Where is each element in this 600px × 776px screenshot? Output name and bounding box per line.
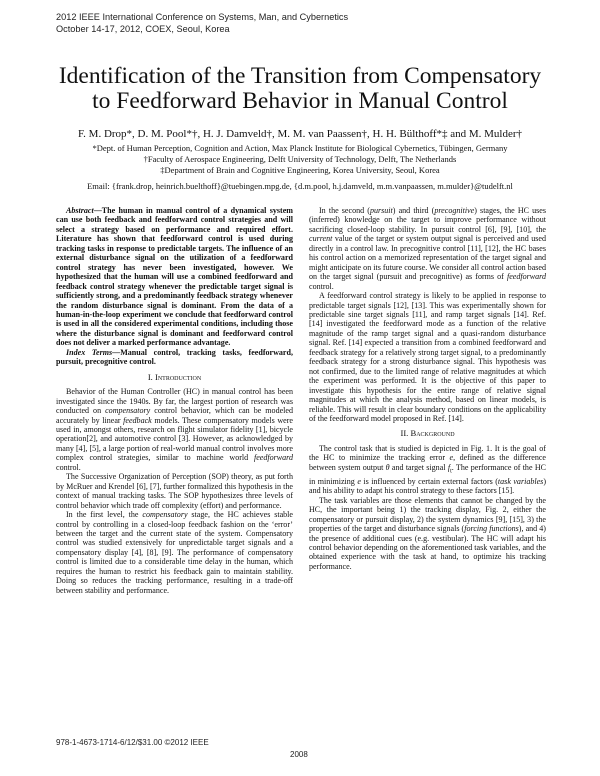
section-heading-introduction: I. Introduction: [147, 371, 202, 382]
affiliation-3: ‡Department of Brain and Cognitive Engineering, Korea University, Seoul, Korea: [160, 165, 440, 175]
affiliation-2: †Faculty of Aerospace Engineering, Delft University of Technology, Delft, The Netherlands: [143, 154, 457, 164]
page-number: 2008: [290, 750, 308, 759]
intro-paragraph-5: A feedforward control strategy is likely to be applied in response to predictable target signals [12], [13]. This was experimentally shown for predictable sine target signals [11], and ramp target signals [14]. Ref. [14] investigated the feedforward mode as a function of the relative magnitude of the ramp target signal and a quasi-random disturbance signal. Ref. [14] expected a transition from a combined feedforward and feedback strategy for a relatively strong target signal, to a predominantly feedback strategy for a strong disturbance signal. This hypothesis was not confirmed, due to the limited range of relative magnitudes at which the experiment was performed. It is the objective of this paper to investigate this hypothesis for the entire range of relative signal magnitudes at which the analysis method, based on linear models, is reliable. This will result in clear boundary conditions on the applicability of the feedforward model proposed in Ref. [14].: [309, 291, 546, 423]
author-list: F. M. Drop*, D. M. Pool*†, H. J. Damveld†, M. M. van Paassen†, H. H. Bülthoff*‡ and M. Mulder†: [77, 128, 523, 140]
left-column: [56, 206, 293, 595]
background-paragraph-2: The task variables are those elements that cannot be changed by the HC, the important being 1) the tracking display, Fig. 2, either the compensatory or pursuit display, 2) the system dynamics [9], [15], 3) the properties of the target and disturbance signals (forcing functions), and 4) the presence of additional cues (e.g. vestibular). The HC will adapt his control behavior depending on the aforementioned task variables, and the obtained experience with the task at hand, to optimize his tracking performance.: [309, 495, 546, 571]
title-line-1: Identification of the Transition from Compensatory: [58, 63, 542, 89]
abstract-text: —The human in manual control of a dynamical system can use both feedback and feedforward control strategies and will select a strategy based on performance and required effort. Literature has shown that feedforward control is used during tracking tasks in response to predictable targets. The influence of an external disturbance signal on the utilization of a feedforward control strategy has never been investigated, however. We hypothesized that the human will use a combined feedforward and feedback control strategy whenever the predictable target signal is sufficiently strong, and a predominantly feedback strategy whenever the random disturbance signal is dominant. From the data of a human-in-the-loop experiment we conclude that feedforward control is used in all the considered experimental conditions, including those where the disturbance signal is dominant and feedforward control does not deliver a marked performance advantage.: [56, 206, 293, 348]
intro-paragraph-2: The Successive Organization of Perception (SOP) theory, as put forth by McRuer and Krendel [6], [7], further formalized this hypothesis in the context of manual tracking tasks. The SOP hypothesizes three levels of control behavior which trade off complexity (effort) and performance.: [56, 472, 293, 510]
index-terms-label: Index Terms: [66, 347, 113, 357]
index-terms: [56, 348, 293, 367]
title-line-2: to Feedforward Behavior in Manual Control: [92, 88, 508, 114]
index-terms-text: —Manual control, tracking tasks, feedforward, pursuit, precognitive control.: [56, 347, 293, 367]
abstract-label: Abstract: [66, 206, 94, 215]
author-emails: Email: {frank.drop, heinrich.buelthoff}@tuebingen.mpg.de, {d.m.pool, h.j.damveld, m.m.vanpaassen, m.mulder}@tudelft.nl: [87, 181, 513, 191]
right-column: [309, 206, 546, 571]
intro-paragraph-1: Behavior of the Human Controller (HC) in manual control has been investigated since the 1940s. By far, the largest portion of research was conducted on compensatory control behavior, which can be modeled accurately by linear feedback models. These compensatory models were used in, amongst others, research on flight simulator fidelity [1], bicycle operation[2], and automotive control [3]. However, as acknowledged by many [4], [5], a large portion of real-world manual control involves more complex control strategies, similar to machine world feedforward control.: [56, 387, 294, 472]
paper-title: [0, 64, 600, 114]
conference-header: [56, 12, 348, 35]
intro-paragraph-4: In the second (pursuit) and third (precognitive) stages, the HC uses (inferred) knowledge on the target to improve performance without sacrificing closed-loop stability. In pursuit control [6], [9], [10], the current value of the target or system output signal is perceived and used directly in a control law. In precognitive control [11], [12], the HC bases his control action on a memorized representation of the target signal and might anticipate on its future course. We consider all control action based on the target signal (pursuit and precognitive) as forms of feedforward control.: [309, 206, 546, 291]
background-paragraph-1: The control task that is studied is depicted in Fig. 1. It is the goal of the HC to minimize the tracking error e, defined as the difference between system output θ and target signal $f_t$. The performance of the HC in minimizing e is influenced by certain external factors (task variables) and his ability to adapt his control strategy to these factors [15].: [309, 443, 547, 496]
abstract: [56, 206, 293, 348]
section-heading-background: II. Background: [400, 428, 455, 439]
affiliation-1: *Dept. of Human Perception, Cognition and Action, Max Planck Institute for Biological Cybernetics, Tübingen, Germany: [92, 143, 508, 153]
footer-isbn: 978-1-4673-1714-6/12/$31.00 ©2012 IEEE: [56, 738, 209, 747]
conference-name: 2012 IEEE International Conference on Systems, Man, and Cybernetics: [56, 12, 349, 22]
intro-paragraph-3: In the first level, the compensatory stage, the HC achieves stable control by controlling in a closed-loop feedback fashion on the ‘error’ between the target and the current state of the system. Compensatory control was studied extensively for unpredictable target signals and a compensatory display [4], [8], [9]. The performance of compensatory control is limited due to a considerable time delay in the human, which requires the human to restrict his feedback gain to maintain stability. Doing so reduces the tracking performance, resulting in a trade-off between stability and performance.: [56, 510, 293, 595]
conference-date-location: October 14-17, 2012, COEX, Seoul, Korea: [56, 23, 230, 34]
